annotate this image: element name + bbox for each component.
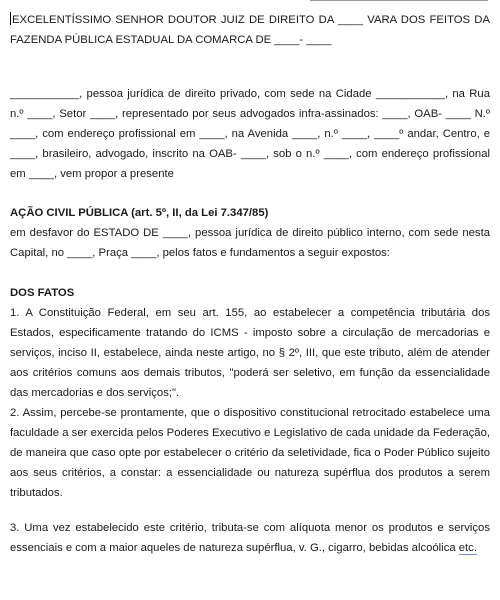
court-address-text: EXCELENTÍSSIMO SENHOR DOUTOR JUIZ DE DIREITO DA ____ VARA DOS FEITOS DA FAZENDA PÚBLICA ESTADUAL DA COMARCA DE ____- ____ bbox=[10, 14, 490, 46]
document-page bbox=[10, 10, 490, 558]
spacer bbox=[10, 503, 490, 518]
text-cursor bbox=[10, 12, 11, 25]
fact-paragraph-2: 2. Assim, percebe-se prontamente, que o dispositivo constitucional retrocitado estabelece uma faculdade a ser exercida pelos Poderes Executivo e Legislativo de cada unidade da Federação, de maneira que caso opte por estabelecer o critério da seletividade, fica o Poder Público sujeito aos seus critérios, a constar: a essencialidade ou natureza supérflua dos produtos a serem tributados. bbox=[10, 407, 490, 499]
spacer bbox=[10, 70, 490, 84]
fact-paragraph-3-text: 3. Uma vez estabelecido este critério, tributa-se com alíquota menor os produtos e serviços essenciais e com a maior aqueles de natureza supérflua, v. G., cigarro, bebidas alcoólica bbox=[10, 522, 490, 554]
spellcheck-underlined-word: etc. bbox=[458, 542, 477, 554]
top-border-line bbox=[310, 0, 488, 1]
spacer bbox=[10, 263, 490, 283]
facts-heading: DOS FATOS bbox=[10, 287, 75, 299]
party-qualification: ___________, pessoa jurídica de direito privado, com sede na Cidade ___________, na Rua n.º ____, Setor ____, representado por seus advogados infra-assinados: ____, OAB- ____ N.º ____, com endereço profissional em ____, na Avenida ____, n.º ____, ____º andar, Centro, e ____, brasileiro, advogado, inscrito na OAB- ____, sob o n.º ____, com endereço profissional em ____, vem propor a presente bbox=[10, 88, 490, 180]
action-title-block bbox=[10, 203, 490, 223]
fact-paragraph-3 bbox=[10, 518, 490, 558]
court-address bbox=[10, 10, 490, 50]
action-title: AÇÃO CIVIL PÚBLICA (art. 5º, II, da Lei 7.347/85) bbox=[10, 207, 269, 219]
fact-paragraph-1: 1. A Constituição Federal, em seu art. 155, ao estabelecer a competência tributária dos Estados, especificamente tratando do ICMS - imposto sobre a circulação de mercadorias e serviços, inciso II, estabelece, ainda neste artigo, no § 2º, III, que este tributo, além de atender aos critérios comuns aos demais tributos, "poderá ser seletivo, em função da essencialidade das mercadorias e dos serviços;". bbox=[10, 307, 490, 399]
action-paragraph: em desfavor do ESTADO DE ____, pessoa jurídica de direito público interno, com sede nesta Capital, no ____, Praça ____, pelos fatos e fundamentos a seguir expostos: bbox=[10, 227, 490, 259]
